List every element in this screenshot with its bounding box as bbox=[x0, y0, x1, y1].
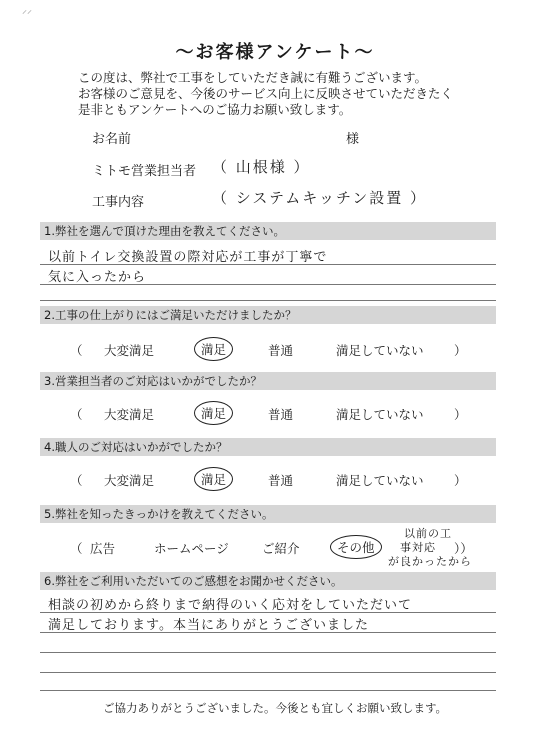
paren-open: （ bbox=[70, 473, 83, 488]
paren-close: ）） bbox=[454, 541, 473, 556]
option-normal: 普通 bbox=[268, 473, 294, 488]
paren-close: ） bbox=[454, 407, 467, 422]
option-advertisement: 広告 bbox=[90, 541, 116, 556]
work-label: 工事内容 bbox=[92, 195, 145, 210]
question-6-answer: 満足しております。本当にありがとうございました bbox=[48, 618, 369, 633]
option-other-circled: その他 bbox=[330, 535, 382, 559]
intro-line: お客様のご意見を、今後のサービス向上に反映させていただきたく bbox=[78, 86, 454, 101]
option-satisfied-circled: 満足 bbox=[194, 337, 233, 361]
intro-text bbox=[78, 70, 453, 118]
answer-rule bbox=[40, 612, 496, 613]
rep-label: ミトモ営業担当者 bbox=[92, 164, 197, 179]
intro-line: この度は、弊社で工事をしていただき誠に有難うございます。 bbox=[78, 70, 428, 85]
question-1-answer: 気に入ったから bbox=[48, 270, 147, 285]
name-suffix: 様 bbox=[346, 132, 360, 147]
option-not-satisfied: 満足していない bbox=[336, 473, 424, 488]
name-label: お名前 bbox=[92, 132, 132, 147]
question-5-header: 5.弊社を知ったきっかけを教えてください。 bbox=[40, 505, 496, 523]
other-note: 以前の工 bbox=[404, 527, 452, 540]
option-satisfied-circled: 満足 bbox=[194, 401, 233, 425]
footer-message: ご協力ありがとうございました。今後とも宜しくお願い致します。 bbox=[102, 701, 448, 715]
question-6-header: 6.弊社をご利用いただいてのご感想をお聞かせください。 bbox=[40, 572, 496, 590]
answer-rule bbox=[40, 632, 496, 633]
other-note: が良かったから bbox=[388, 555, 472, 568]
rep-value: （ 山根様 ） bbox=[212, 158, 311, 176]
answer-rule bbox=[40, 284, 496, 285]
question-3-header: 3.営業担当者のご対応はいかがでしたか？ bbox=[40, 372, 496, 390]
answer-rule bbox=[40, 672, 496, 673]
option-very-satisfied: 大変満足 bbox=[104, 473, 155, 488]
question-4-header: 4.職人のご対応はいかがでしたか？ bbox=[40, 438, 496, 456]
option-not-satisfied: 満足していない bbox=[336, 407, 424, 422]
intro-line: 是非ともアンケートへのご協力お願い致します。 bbox=[78, 102, 352, 117]
paren-open: （ bbox=[70, 407, 83, 422]
answer-rule bbox=[40, 652, 496, 653]
work-value: （ システムキッチン設置 ） bbox=[212, 189, 427, 207]
answer-rule bbox=[40, 300, 496, 301]
paren-close: ） bbox=[454, 473, 467, 488]
question-1-header: 1.弊社を選んで頂けた理由を教えてください。 bbox=[40, 222, 496, 240]
option-referral: ご紹介 bbox=[262, 541, 300, 556]
paren-open: （ bbox=[70, 343, 83, 358]
option-normal: 普通 bbox=[268, 407, 294, 422]
option-very-satisfied: 大変満足 bbox=[104, 407, 155, 422]
option-homepage: ホームページ bbox=[154, 541, 229, 556]
answer-rule bbox=[40, 264, 496, 265]
paren-open: （ bbox=[70, 541, 83, 556]
other-note: 事対応 bbox=[400, 541, 436, 554]
page-title: ～お客様アンケート～ bbox=[175, 42, 375, 63]
answer-rule bbox=[40, 690, 496, 691]
option-very-satisfied: 大変満足 bbox=[104, 343, 155, 358]
option-satisfied-circled: 満足 bbox=[194, 467, 233, 491]
question-2-header: 2.工事の仕上がりにはご満足いただけましたか？ bbox=[40, 306, 496, 324]
corner-mark: ⸝⸝ bbox=[22, 5, 32, 16]
paren-close: ） bbox=[454, 343, 467, 358]
option-normal: 普通 bbox=[268, 343, 294, 358]
question-1-answer: 以前トイレ交換設置の際対応が工事が丁寧で bbox=[48, 250, 328, 265]
question-6-answer: 相談の初めから終りまで納得のいく応対をしていただいて bbox=[48, 598, 413, 613]
option-not-satisfied: 満足していない bbox=[336, 343, 424, 358]
